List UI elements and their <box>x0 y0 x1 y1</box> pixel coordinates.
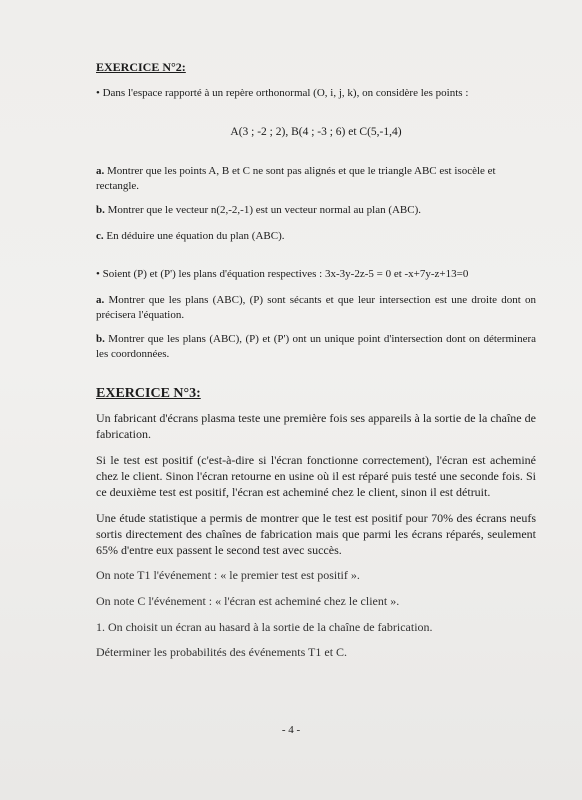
ex3-question-1-determine: Déterminer les probabilités des événements T1 et C. <box>96 645 348 659</box>
ex2-planes: • Soient (P) et (P') les plans d'équation respectives : 3x-3y-2z-5 = 0 et -x+7y-z+13=0 <box>96 268 469 280</box>
exercise-3-heading: EXERCICE N°3: <box>96 386 201 401</box>
question-text: Montrer que les plans (ABC), (P) et (P') ont un unique point d'intersection dont on déterminera les coordonnées. <box>96 333 536 360</box>
page-number: - 4 - <box>281 724 301 736</box>
question-text: Montrer que les plans (ABC), (P) sont sécants et que leur intersection est une droite dont on précisera l'équation. <box>96 294 536 321</box>
ex3-note-c: On note C l'événement : « l'écran est acheminé chez le client ». <box>96 594 400 608</box>
ex2-question-b <box>96 203 536 218</box>
question-label: c. <box>96 230 104 242</box>
ex2-question-b2 <box>96 332 536 362</box>
question-label: 1. <box>96 620 105 634</box>
ex2-question-c <box>96 229 536 244</box>
ex3-paragraph-2: Si le test est positif (c'est-à-dire si l'écran fonctionne correctement), l'écran est acheminé chez le client. Sinon l'écran retourne en usine où il est réparé puis testé une seconde fois. Si ce deuxième test est positif, l'écran est acheminé chez le client, sinon il est détruit. <box>96 453 536 499</box>
ex2-points: A(3 ; -2 ; 2), B(4 ; -3 ; 6) et C(5,-1,4) <box>230 126 402 138</box>
ex3-note-t1: On note T1 l'événement : « le premier test est positif ». <box>96 568 360 582</box>
question-label: a. <box>96 294 105 306</box>
question-text: On choisit un écran au hasard à la sortie de la chaîne de fabrication. <box>105 620 433 634</box>
ex3-paragraph-3: Une étude statistique a permis de montrer que le test est positif pour 70% des écrans neufs sortis directement des chaînes de fabrication mais que parmi les écrans réparés, seulement 65% d'entre eux passent le second test avec succès. <box>96 511 536 557</box>
question-label: b. <box>96 204 105 216</box>
ex2-question-a <box>96 164 536 194</box>
question-label: a. <box>96 165 105 177</box>
ex3-paragraph-1: Un fabricant d'écrans plasma teste une première fois ses appareils à la sortie de la chaîne de fabrication. <box>96 411 536 441</box>
exercise-2-heading: EXERCICE N°2: <box>96 60 186 74</box>
question-text: En déduire une équation du plan (ABC). <box>103 230 285 242</box>
ex2-question-a2 <box>96 293 536 323</box>
question-label: b. <box>96 333 105 345</box>
question-text: Montrer que les points A, B et C ne sont pas alignés et que le triangle ABC est isocèle et rectangle. <box>96 165 496 192</box>
ex2-intro: • Dans l'espace rapporté à un repère orthonormal (O, i, j, k), on considère les points : <box>96 87 469 99</box>
question-text: Montrer que le vecteur n(2,-2,-1) est un vecteur normal au plan (ABC). <box>104 204 422 216</box>
ex3-question-1 <box>96 619 536 635</box>
